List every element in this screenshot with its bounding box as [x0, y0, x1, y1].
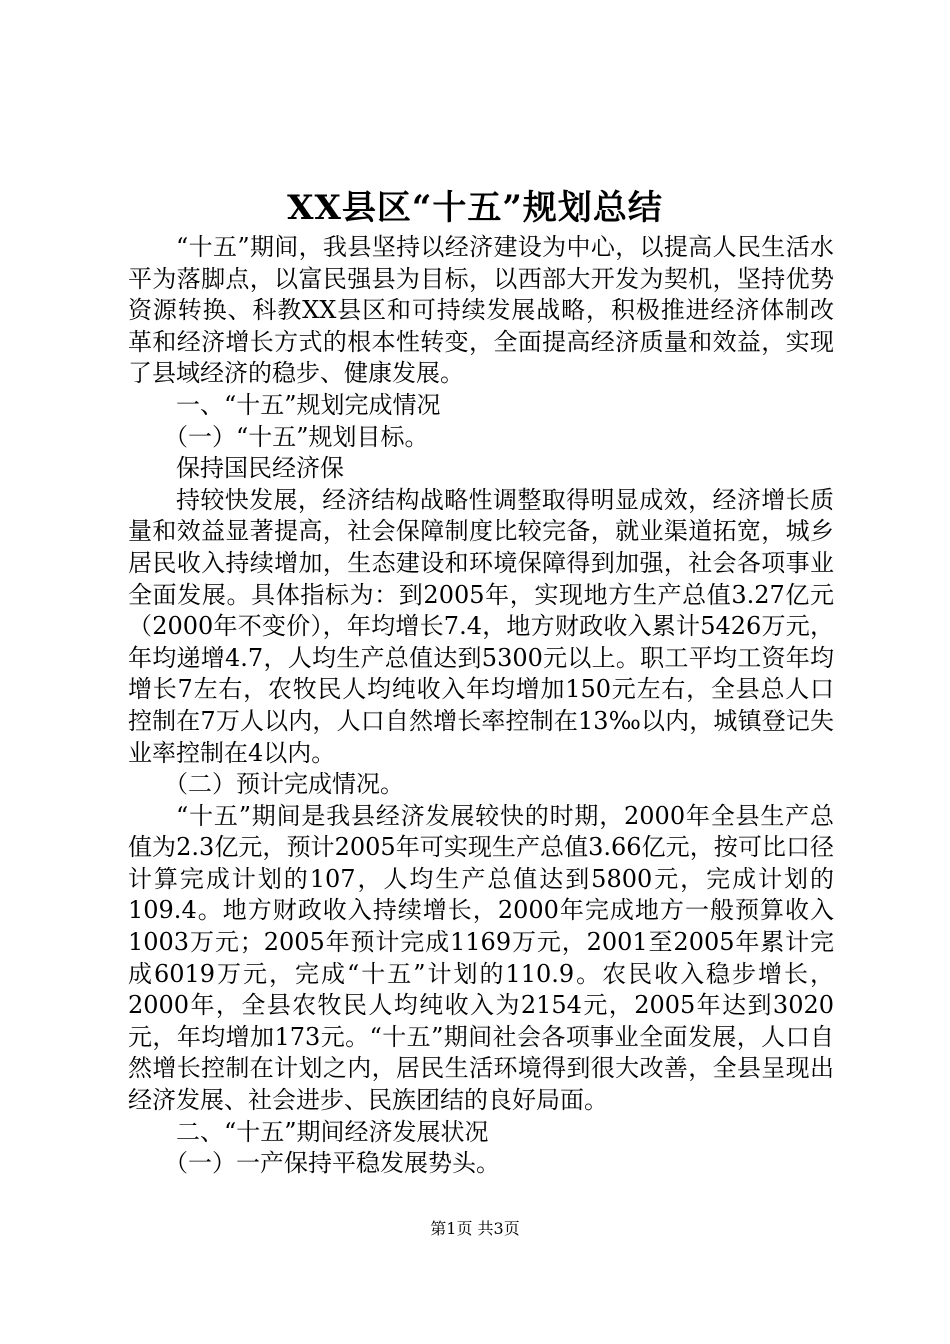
completion-paragraph: “十五”期间是我县经济发展较快的时期，2000年全县生产总值为2.3亿元，预计2005年可实现生产总值3.66亿元，按可比口径计算完成计划的107，人均生产总值达到5800元，完成计划的109.4。地方财政收入持续增长，2000年完成地方一般预算收入1003万元；2005年预计完成1169万元，2001至2005年累计完成6019万元，完成“十五”计划的110.9。农民收入稳步增长，2000年，全县农牧民人均纯收入为2154元，2005年达到3020元，年均增加173元。“十五”期间社会各项事业全面发展，人口自然增长控制在计划之内，居民生活环境得到很大改善，全县呈现出经济发展、社会进步、民族团结的良好局面。 — [128, 801, 834, 1115]
paragraph-fragment: 保持国民经济保 — [176, 454, 344, 483]
intro-paragraph: “十五”期间，我县坚持以经济建设为中心，以提高人民生活水平为落脚点，以富民强县为目标，以西部大开发为契机，坚持优势资源转换、科教XX县区和可持续发展战略，积极推进经济体制改革和经济增长方式的根本性转变，全面提高经济质量和效益，实现了县域经济的稳步、健康发展。 — [128, 233, 834, 388]
subsection-heading-2-1: （一）一产保持平稳发展势头。 — [164, 1149, 500, 1178]
subsection-heading-1-1: （一）“十五”规划目标。 — [164, 422, 429, 451]
section-heading-1: 一、“十五”规划完成情况 — [176, 390, 441, 419]
subsection-heading-1-2: （二）预计完成情况。 — [164, 770, 404, 799]
targets-paragraph: 持较快发展，经济结构战略性调整取得明显成效，经济增长质量和效益显著提高，社会保障制度比较完备，就业渠道拓宽，城乡居民收入持续增加，生态建设和环境保障得到加强，社会各项事业全面发展。具体指标为：到2005年，实现地方生产总值3.27亿元（2000年不变价），年均增长7.4，地方财政收入累计5426万元，年均递增4.7，人均生产总值达到5300元以上。职工平均工资年均增长7左右，农牧民人均纯收入年均增加150元左右，全县总人口控制在7万人以内，人口自然增长率控制在13‰以内，城镇登记失业率控制在4以内。 — [128, 485, 834, 767]
document-body — [128, 232, 834, 1180]
section-heading-2: 二、“十五”期间经济发展状况 — [176, 1117, 489, 1146]
page-number-footer: 第1页 共3页 — [430, 1219, 520, 1238]
document-title: XX县区“十五”规划总结 — [287, 188, 663, 228]
